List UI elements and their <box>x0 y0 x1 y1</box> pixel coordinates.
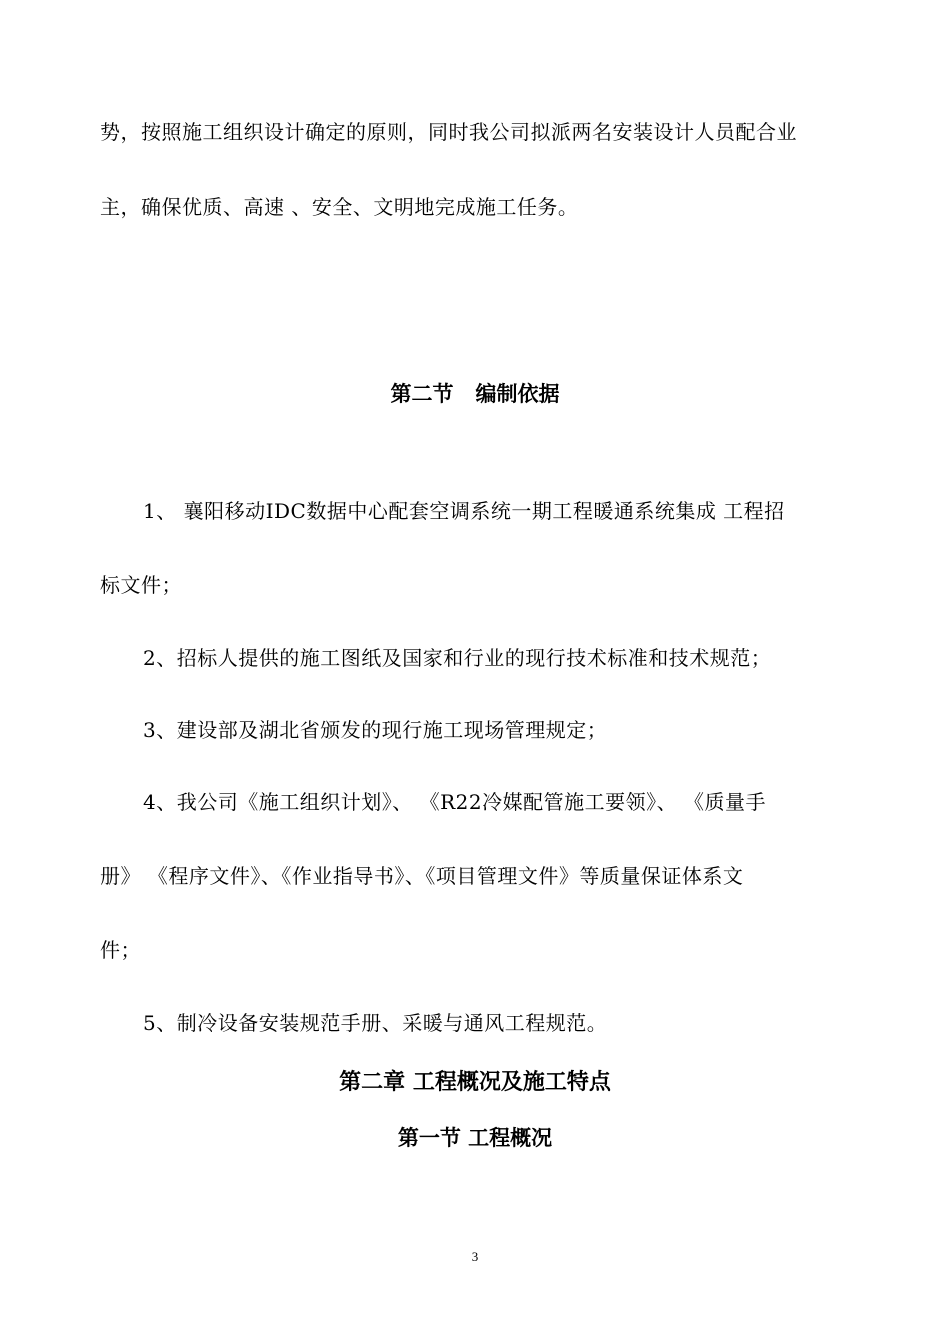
list-item-1-line-2: 标文件； <box>100 573 182 597</box>
paragraph-line: 势，按照施工组织设计确定的原则，同时我公司拟派两名安装设计人员配合业 <box>100 120 797 144</box>
page-number: 3 <box>471 1249 479 1264</box>
list-item-5: 5、制冷设备安装规范手册、采暖与通风工程规范。 <box>143 1011 608 1035</box>
subsection-heading: 第一节 工程概况 <box>397 1126 553 1150</box>
list-item-4-line-2: 册》 《程序文件》、《作业指导书》、《项目管理文件》等质量保证体系文 <box>100 864 744 888</box>
chapter-heading: 第二章 工程概况及施工特点 <box>339 1070 611 1095</box>
paragraph-line: 主，确保优质、高速 、安全、文明地完成施工任务。 <box>100 195 579 219</box>
section-heading: 第二节 编制依据 <box>390 382 560 406</box>
list-item-2: 2、招标人提供的施工图纸及国家和行业的现行技术标准和技术规范； <box>143 646 772 670</box>
list-item-3: 3、建设部及湖北省颁发的现行施工现场管理规定； <box>143 718 608 742</box>
list-item-4-line-3: 件； <box>100 938 141 962</box>
list-item-1-line-1: 1、 襄阳移动IDC数据中心配套空调系统一期工程暖通系统集成 工程招 <box>143 499 785 523</box>
list-item-4-line-1: 4、我公司《施工组织计划》、 《R22冷媒配管施工要领》、 《质量手 <box>143 790 766 814</box>
